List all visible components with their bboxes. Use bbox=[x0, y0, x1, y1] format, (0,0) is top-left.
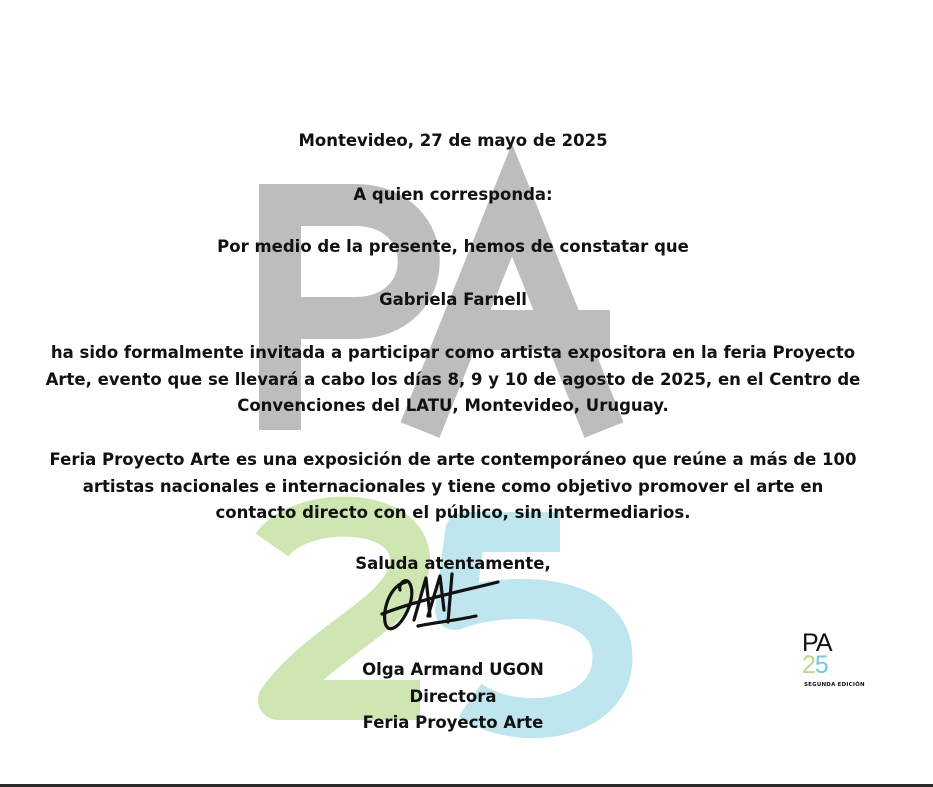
invitation-paragraph: ha sido formalmente invitada a participar como artista expositora en la feria Proyecto Arte, evento que se llevará a cabo los días 8, 9 y 10 de agosto de 2025, en el Centro de Convenciones del LATU, Montevideo, Uruguay. bbox=[45, 343, 861, 415]
logo-digit-5: 5 bbox=[814, 651, 828, 679]
salutation: A quien corresponda: bbox=[353, 185, 553, 204]
signatory-role: Directora bbox=[409, 687, 497, 706]
invitee-name: Gabriela Farnell bbox=[379, 290, 527, 309]
pa25-logo bbox=[798, 629, 865, 700]
closing-line: Saluda atentamente, bbox=[355, 554, 551, 573]
date-line: Montevideo, 27 de mayo de 2025 bbox=[298, 131, 608, 150]
description-paragraph: Feria Proyecto Arte es una exposición de arte contemporáneo que reúne a más de 100 artistas nacionales e internacionales y tiene como objetivo promover el arte en contacto directo con el público, sin intermediarios. bbox=[49, 450, 857, 522]
logo-digits bbox=[802, 652, 828, 678]
logo-caption: SEGUNDA EDICIÓN bbox=[804, 682, 865, 688]
intro-line: Por medio de la presente, hemos de constatar que bbox=[217, 237, 689, 256]
logo-digit-2: 2 bbox=[802, 651, 815, 679]
signature-image bbox=[378, 570, 503, 635]
signatory-name: Olga Armand UGON bbox=[362, 660, 544, 679]
signatory-organization: Feria Proyecto Arte bbox=[362, 713, 544, 732]
logo-letters: PA bbox=[802, 629, 832, 657]
